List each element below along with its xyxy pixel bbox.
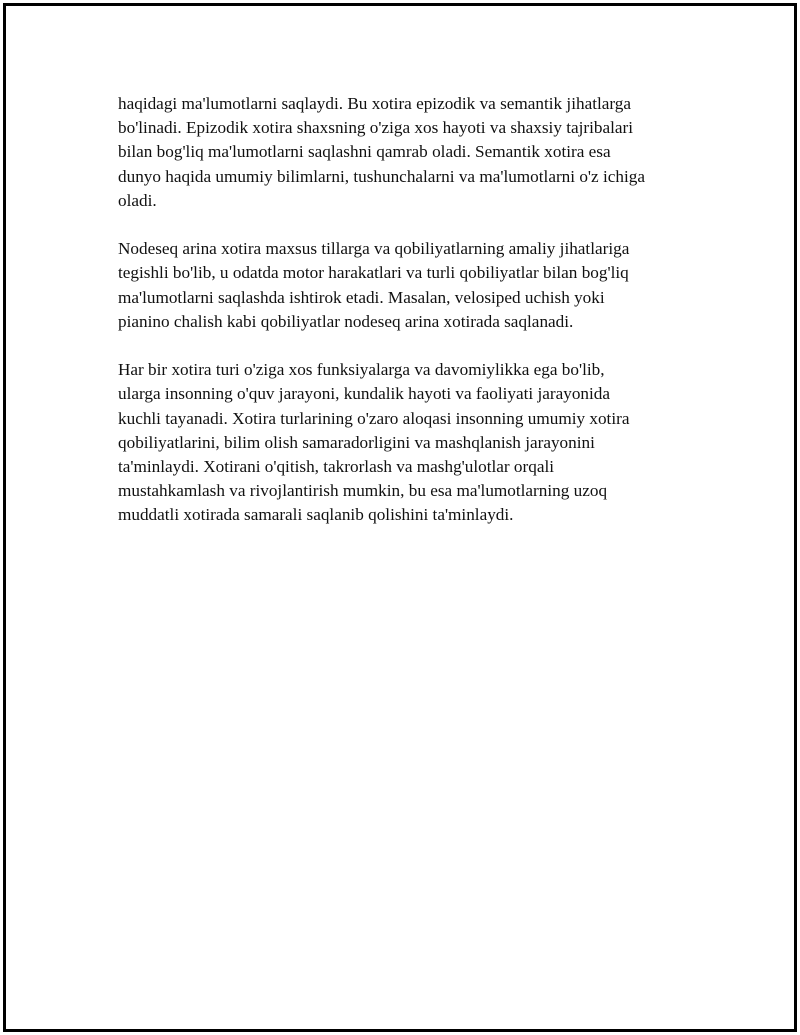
paragraph-1: haqidagi ma'lumotlarni saqlaydi. Bu xotira epizodik va semantik jihatlarga bo'linadi. Epizodik xotira shaxsning o'ziga xos hayoti va shaxsiy tajribalari bilan bog'liq ma'lumotlarni saqlashni qamrab oladi. Semantik xotira esa dunyo haqida umumiy bilimlarni, tushunchalarni va ma'lumotlarni o'z ichiga oladi. — [118, 94, 645, 210]
paragraph-2: Nodeseq arina xotira maxsus tillarga va qobiliyatlarning amaliy jihatlariga tegishli bo'lib, u odatda motor harakatlari va turli qobiliyatlar bilan bog'liq ma'lumotlarni saqlashda ishtirok etadi. Masalan, velosiped uchish yoki pianino chalish kabi qobiliyatlar nodeseq arina xotirada saqlanadi. — [118, 239, 630, 331]
paragraph-3: Har bir xotira turi o'ziga xos funksiyalarga va davomiylikka ega bo'lib, ularga insonning o'quv jarayoni, kundalik hayoti va faoliyati jarayonida kuchli tayanadi. Xotira turlarining o'zaro aloqasi insonning umumiy xotira qobiliyatlarini, bilim olish samaradorligini va mashqlanish jarayonini ta'minlaydi. Xotirani o'qitish, takrorlash va mashg'ulotlar orqali mustahkamlash va rivojlantirish mumkin, bu esa ma'lumotlarning uzoq muddatli xotirada samarali saqlanib qolishini ta'minlaydi. — [118, 360, 630, 525]
document-body — [118, 92, 698, 552]
